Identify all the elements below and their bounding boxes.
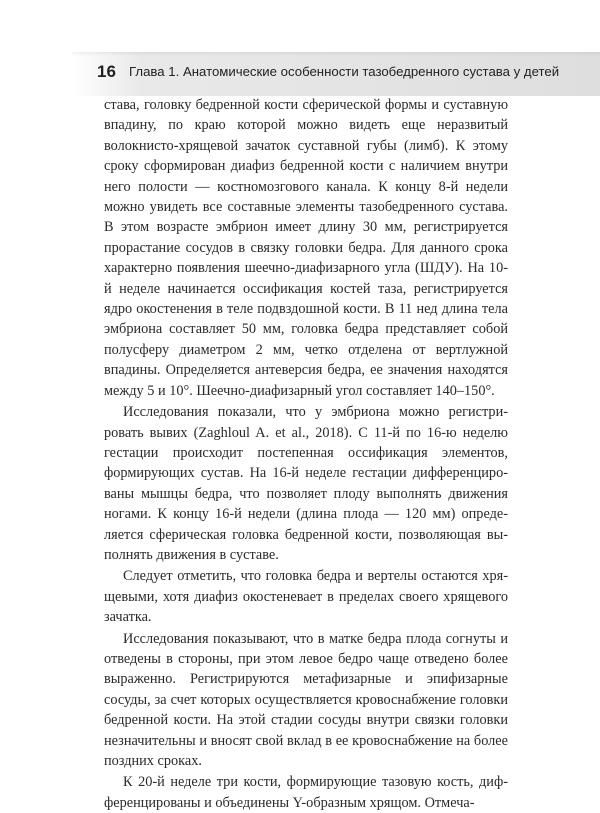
header-divider: [72, 52, 600, 56]
chapter-title: Глава 1. Анатомические особенности тазобедренного сустава у детей: [129, 64, 560, 79]
body-text: [104, 95, 508, 813]
page-number: 16: [97, 62, 116, 81]
paragraph-continued: става, головку бедренной кости сферической формы и суставную впадину, по краю которой можно видеть еще неразвитый волокнисто-хрящевой зачаток суставной губы (лимб). К этому сроку сформирован диафиз бедренной кости с наличием внутри него полости — костномозгового канала. К концу 8-й недели можно увидеть все составные элементы тазобедренного сустава. В этом возрасте эмбрион имеет длину 30 мм, регистрируется прорастание сосудов в связку головки бедра. Для данного срока характерно появления шеечно-диафизарного угла (ШДУ). На 10-й неделе начинается оссификация костей таза, регистрируется ядро окостенения в теле подвздошной кости. В 11 нед длина тела эмбриона составляет 50 мм, головка бедра представляет собой полусферу диаметром 2 мм, четко отделена от вертлужной впадины. Определяется антеверсия бедра, ее значения находятся между 5 и 10°. Шеечно-диафизарный угол составляет 140–150°.: [104, 97, 508, 399]
paragraph: Следует отметить, что головка бедра и вертелы остаются хрящевыми, хотя диафиз окостеневает в пределах своего хрящевого зачатка.: [104, 568, 508, 626]
paragraph: Исследования показывают, что в матке бедра плода согнуты и отведены в стороны, при этом левое бедро чаще отведено более выраженно. Регистрируются метафизарные и эпифизарные сосуды, за счет которых осуществляется кровоснабжение головки бедренной кости. На этой стадии сосуды внутри связки головки незначительны и вносят свой вклад в ее кровоснабжение на более поздних сроках.: [104, 630, 508, 769]
paragraph: Исследования показали, что у эмбриона можно регистрировать вывих (Zaghloul A. et al., 2018). С 11-й по 16-ю неделю гестации происходит постепенная оссификация элементов, формирующих сустав. На 16-й неделе гестации дифференцированы мышцы бедра, что позволяет плоду выполнять движения ногами. К концу 16-й недели (длина плода — 120 мм) определяется сферическая головка бедренной кости, позволяющая выполнять движения в суставе.: [104, 404, 508, 563]
paragraph: К 20-й неделе три кости, формирующие тазовую кость, дифференцированы и объединены Y-образным хрящом. Отмеча-: [104, 774, 508, 811]
